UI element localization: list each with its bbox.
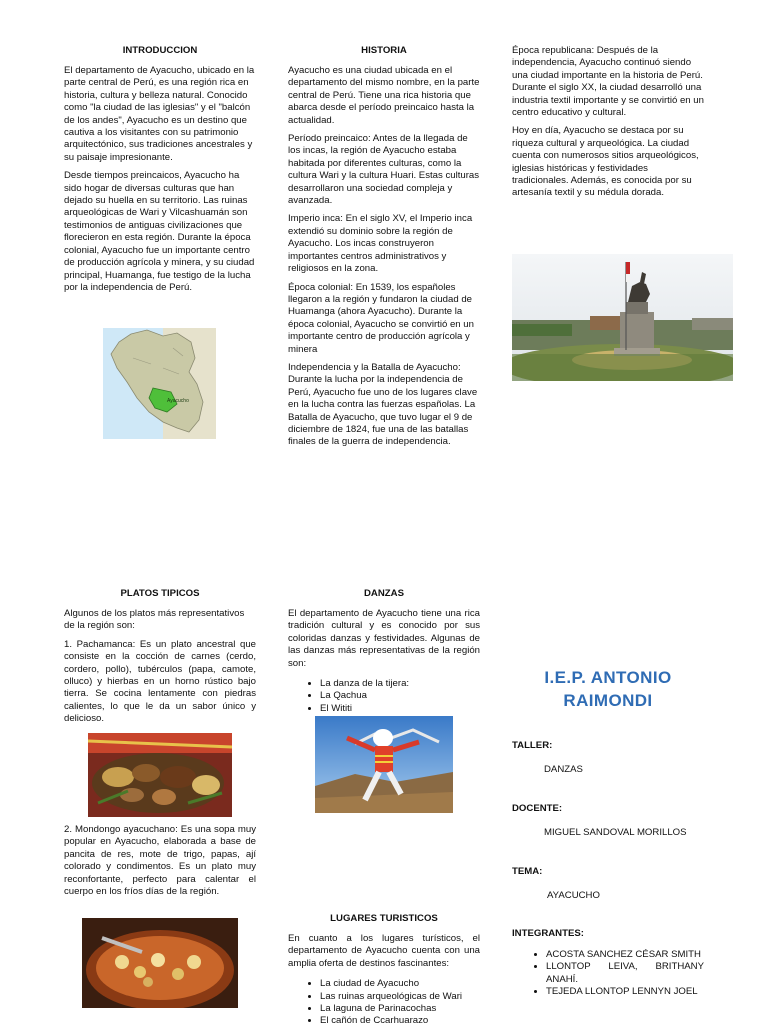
integrantes-label: INTEGRANTES: [512,928,584,940]
list-item: • ACOSTA SANCHEZ CÉSAR SMITH [546,949,704,961]
list-item: • TEJEDA LLONTOP LENNYN JOEL [546,986,704,998]
docente-label: DOCENTE: [512,802,563,814]
tema-label: TEMA: [512,865,543,877]
column-lugares [288,913,480,1034]
taller-value: DANZAS [544,764,583,776]
mondongo-photo [82,918,238,1008]
places-list [288,978,480,1028]
school-name [512,666,704,712]
platos-dish-1: 1. Pachamanca: Es un plato ancestral que consiste en la cocción de carnes (cerdo, cordero, pollo), tubérculos (papa, camote, olluco) y hierbas en un horno rústico bajo tierra. Se cocina lentamente con piedras calientes, lo que le da un sabor único y delicioso. [64,638,256,725]
tema-value: AYACUCHO [547,890,600,902]
map-region-label: Ayacucho [167,398,189,404]
historia-paragraph-4: Época colonial: En 1539, los españoles llegaron a la región y fundaron la ciudad de Huamanga (ahora Ayacucho). Durante la época colonial, Ayacucho se convirtió en un importante centro de producción agrícola y minera [288,281,474,355]
taller-label: TALLER: [512,740,553,751]
plaza-monument-photo [512,254,733,381]
list-item: • LLONTOP LEIVA, BRITHANY ANAHÍ. [546,961,704,986]
column-historia-cont [512,45,704,206]
historia-cont-paragraph-2: Hoy en día, Ayacucho se destaca por su riqueza cultural y arqueológica. La ciudad cuenta con numerosos sitios arqueológicos, iglesias históricas y festividades tradicionales. Además, es conocida por su artesanía textil y su médula dorada. [512,125,699,199]
platos-intro: Algunos de los platos más representativos de la región son: [64,608,245,632]
list-item: • Las ruinas arqueológicas de Wari [320,991,480,1003]
historia-paragraph-1: Ayacucho es una ciudad ubicada en el departamento del mismo nombre, en la parte central de Perú. Tiene una rica historia que abarca desde el período preincaico hasta la actualidad. [288,65,480,126]
column-danzas [288,588,480,721]
historia-cont-paragraph-1: Época republicana: Después de la independencia, Ayacucho continuó siendo una ciudad importante en la historia de Perú. Durante el siglo XX, la ciudad desarrolló una industria textil importante y se convirtió en un centro educativo y cultural. [512,45,704,119]
pachamanca-photo [88,733,232,817]
column-platos-tipicos [64,588,256,732]
school-name-line-1: I.E.P. ANTONIO [544,668,672,687]
docente-value: MIGUEL SANDOVAL MORILLOS [544,827,687,839]
platos-dish-2: 2. Mondongo ayacuchano: Es una sopa muy popular en Ayacucho, elaborada a base de pancita de res, mote de trigo, papas, ají colorado y condimentos. Es un plato muy reconfortante, perfecto para calentar el cuerpo en los fríos días de la región. [64,824,256,898]
column-platos-cont [64,824,256,904]
heading-platos-tipicos: PLATOS TIPICOS [120,588,200,599]
column-historia [288,45,480,455]
list-item: • La Qachua [320,690,480,702]
integrantes-list [512,949,704,999]
intro-paragraph-2: Desde tiempos preincaicos, Ayacucho ha sido hogar de diversas culturas que han dejado su huella en su territorio. Las ruinas arqueológicas de Wari y Vilcashuamán son testimonios de antiguas civilizaciones que florecieron en esta región. Durante la época colonial, Ayacucho fue un importante centro de producción agrícola y minera, y su ciudad principal, Huamanga, fue testigo de la lucha por la independencia de Perú. [64,170,255,293]
danzas-intro: El departamento de Ayacucho tiene una rica tradición cultural y es conocido por sus coloridas danzas y festividades. Algunas de las danzas más representativas de la región son: [288,608,480,669]
danza-tijera-photo [315,716,453,813]
school-name-line-2: RAIMONDI [563,691,653,710]
list-item: • La danza de la tijera: [320,678,480,690]
dances-list [288,678,480,715]
historia-paragraph-3: Imperio inca: En el siglo XV, el Imperio inca extendió su dominio sobre la región de Ayacucho. Los incas construyeron importantes centros administrativos y religiosos en la zona. [288,213,473,275]
heading-historia: HISTORIA [361,45,407,56]
intro-paragraph-1: El departamento de Ayacucho, ubicado en la parte central de Perú, es una región rica en historia, cultura y belleza natural. Conocido como "la ciudad de las iglesias" y el "balcón de los andes", Ayacucho es un destino que cautiva a los visitantes con su patrimonio arquitectónico, sus tradiciones ancestrales y su paisaje impresionante. [64,65,255,163]
list-item: • El Wititi [320,703,480,715]
column-introduccion [64,45,256,300]
heading-danzas: DANZAS [364,588,404,599]
historia-paragraph-5: Independencia y la Batalla de Ayacucho: Durante la lucha por la independencia de Perú, Ayacucho fue uno de los lugares clave en la lucha contra las fuerzas españolas. La Batalla de Ayacucho, que tuvo lugar el 9 de diciembre de 1824, fue una de las batallas finales de la guerra de independencia. [288,361,478,448]
list-item: • La ciudad de Ayacucho [320,978,480,990]
column-cover [512,666,704,998]
historia-paragraph-2: Período preincaico: Antes de la llegada de los incas, la región de Ayacucho estaba habitada por diferentes culturas, como la cultura Wari y la cultura Huari. Estas culturas desarrollaron una sociedad compleja y avanzada. [288,133,480,207]
heading-lugares-turisticos: LUGARES TURISTICOS [330,913,438,924]
heading-introduccion: INTRODUCCION [122,45,198,56]
peru-map-image [103,328,216,439]
list-item: • La laguna de Parinacochas [320,1003,480,1015]
lugares-intro: En cuanto a los lugares turísticos, el departamento de Ayacucho cuenta con una amplia oferta de destinos fascinantes: [288,933,480,969]
list-item: • El cañón de Ccarhuarazo [320,1015,480,1027]
